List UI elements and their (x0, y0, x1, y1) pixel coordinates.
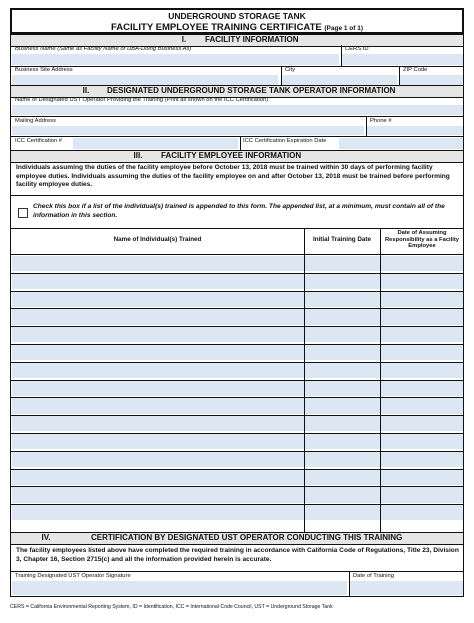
site-address-label: Business Site Address (15, 67, 73, 73)
row-name-field[interactable] (12, 292, 304, 307)
section-4-number: IV. (41, 533, 51, 542)
row-training-date-field[interactable] (305, 487, 380, 502)
row-assume-date-field[interactable] (381, 309, 463, 324)
section-3-title: FACILITY EMPLOYEE INFORMATION (161, 151, 302, 160)
row-assume-date-field[interactable] (381, 274, 463, 289)
divider (304, 228, 305, 533)
row-name-field[interactable] (12, 327, 304, 342)
row-name-field[interactable] (12, 363, 304, 378)
form-title-box (10, 8, 464, 34)
icc-exp-label: ICC Certification Expiration Date (243, 138, 327, 144)
col-assume-header: Date of Assuming Responsibility as a Facility Employee (384, 230, 460, 250)
col-name-header: Name of Individual(s) Trained (113, 236, 202, 243)
col-date-header: Initial Training Date (312, 236, 372, 243)
section-3-paragraph: Individuals assuming the duties of the facility employee before October 13, 2018 must be trained within 30 days of performing facility employee duties. Individuals assuming the duties of the facility employee on and after October 13, 2018 must be trained before performing facility employee duties. (16, 164, 450, 189)
date-of-training-field[interactable] (350, 581, 463, 595)
section-1-number: I. (181, 35, 187, 44)
row-training-date-field[interactable] (305, 470, 380, 485)
row-assume-date-field[interactable] (381, 416, 463, 431)
row-assume-date-field[interactable] (381, 381, 463, 396)
date-of-training-label: Date of Training (353, 573, 394, 579)
row-training-date-field[interactable] (305, 345, 380, 360)
row-name-field[interactable] (12, 434, 304, 449)
form-title-line1: UNDERGROUND STORAGE TANK (168, 11, 306, 21)
row-name-field[interactable] (12, 487, 304, 502)
section-3-number: III. (133, 151, 143, 160)
divider (11, 195, 463, 196)
signature-field[interactable] (12, 581, 347, 595)
section-3-header (11, 150, 463, 163)
business-name-label (15, 46, 191, 53)
divider (11, 254, 463, 255)
form-title-line2 (12, 22, 462, 34)
business-name-field[interactable] (12, 54, 339, 65)
row-name-field[interactable] (12, 309, 304, 324)
mailing-address-label: Mailing Address (15, 118, 56, 124)
operator-name-field[interactable] (12, 105, 463, 115)
row-assume-date-field[interactable] (381, 487, 463, 502)
row-training-date-field[interactable] (305, 363, 380, 378)
row-assume-date-field[interactable] (381, 398, 463, 413)
divider (11, 116, 463, 117)
row-assume-date-field[interactable] (381, 256, 463, 271)
cers-id-label: CERS ID (345, 46, 369, 52)
row-training-date-field[interactable] (305, 434, 380, 449)
row-name-field[interactable] (12, 416, 304, 431)
section-1-title: FACILITY INFORMATION (205, 35, 299, 44)
row-training-date-field[interactable] (305, 505, 380, 520)
row-assume-date-field[interactable] (381, 363, 463, 378)
zip-label: ZIP Code (403, 67, 428, 73)
icc-exp-field[interactable] (339, 138, 463, 149)
form-title-text: FACILITY EMPLOYEE TRAINING CERTIFICATE (110, 22, 322, 33)
row-training-date-field[interactable] (305, 309, 380, 324)
site-address-field[interactable] (12, 75, 278, 85)
city-label: City (285, 67, 295, 73)
row-name-field[interactable] (12, 381, 304, 396)
section-4-header (11, 532, 463, 545)
city-field[interactable] (282, 75, 397, 85)
row-assume-date-field[interactable] (381, 292, 463, 307)
row-training-date-field[interactable] (305, 416, 380, 431)
icc-cert-field[interactable] (73, 138, 238, 149)
business-name-label-text: Business Name (Same as Facility Name or DBA-Doing Business As) (15, 46, 192, 52)
footer-note: CERS = California Environmental Reporting System, ID = Identification, ICC = International Code Council, UST = Underground Storage Tank (10, 604, 333, 610)
signature-label: Training Designated UST Operator Signature (15, 573, 131, 579)
checkbox-text: Check this box if a list of the individual(s) trained is appended to this form. The appended list, at a minimum, must contain all of the information in this section. (33, 203, 445, 219)
row-training-date-field[interactable] (305, 327, 380, 342)
row-assume-date-field[interactable] (381, 434, 463, 449)
row-training-date-field[interactable] (305, 292, 380, 307)
phone-label: Phone # (370, 118, 392, 124)
row-name-field[interactable] (12, 398, 304, 413)
section-2-number: II. (82, 86, 90, 95)
section-2-title: DESIGNATED UNDERGROUND STORAGE TANK OPERATOR INFORMATION (107, 86, 396, 95)
page-indicator: (Page 1 of 1) (324, 25, 364, 32)
row-assume-date-field[interactable] (381, 327, 463, 342)
icc-cert-label: ICC Certification # (15, 138, 63, 144)
section-4-paragraph: The facility employees listed above have completed the required training in accordance with California Code of Regulations, Title 23, Division 3, Chapter 16, Section 2715(c) and all the information provided herein is accurate. (16, 547, 459, 563)
row-training-date-field[interactable] (305, 256, 380, 271)
row-training-date-field[interactable] (305, 274, 380, 289)
row-assume-date-field[interactable] (381, 505, 463, 520)
row-name-field[interactable] (12, 470, 304, 485)
row-name-field[interactable] (12, 452, 304, 467)
divider (11, 571, 463, 572)
form-body (10, 34, 464, 597)
divider (380, 228, 381, 533)
row-name-field[interactable] (12, 256, 304, 271)
row-training-date-field[interactable] (305, 398, 380, 413)
row-assume-date-field[interactable] (381, 470, 463, 485)
zip-field[interactable] (400, 75, 463, 85)
row-name-field[interactable] (12, 345, 304, 360)
row-assume-date-field[interactable] (381, 452, 463, 467)
phone-field[interactable] (367, 126, 463, 135)
operator-name-label: Name of Designated UST Operator Providing the Training (Print as shown on the ICC Certification) (15, 97, 269, 103)
divider (11, 136, 463, 137)
section-4-title: CERTIFICATION BY DESIGNATED UST OPERATOR CONDUCTING THIS TRAINING (91, 533, 403, 542)
mailing-address-field[interactable] (12, 126, 364, 135)
cers-id-field[interactable] (342, 54, 463, 65)
row-assume-date-field[interactable] (381, 345, 463, 360)
appended-list-checkbox[interactable] (18, 208, 28, 218)
row-training-date-field[interactable] (305, 381, 380, 396)
divider (240, 136, 241, 150)
divider (11, 228, 463, 229)
row-name-field[interactable] (12, 274, 304, 289)
divider (11, 66, 463, 67)
row-training-date-field[interactable] (305, 452, 380, 467)
row-name-field[interactable] (12, 505, 304, 520)
